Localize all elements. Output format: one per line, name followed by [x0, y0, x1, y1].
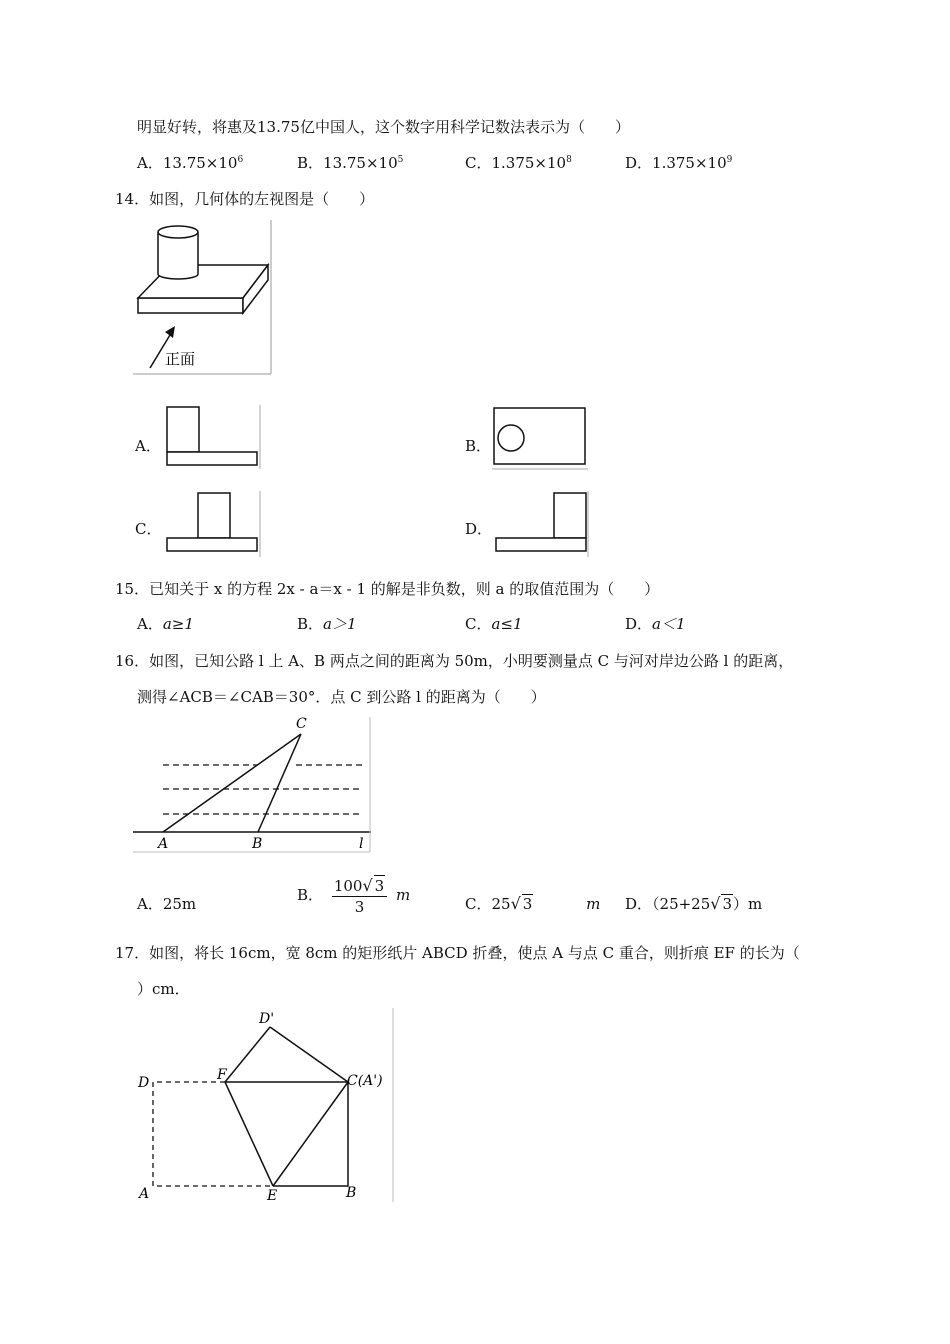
q15-stem: 15．已知关于 x 的方程 2x - a＝x - 1 的解是非负数，则 a 的取值范围为（ ）: [115, 580, 660, 598]
q14-solid-figure: [133, 218, 275, 378]
q16-stem-line1: 16．如图，已知公路 l 上 A、B 两点之间的距离为 50m，小明要测量点 C 与河对岸边公路 l 的距离，: [115, 652, 794, 670]
q16-river-diagram: [133, 712, 375, 857]
circle-shape: [498, 425, 524, 451]
q15-option-c[interactable]: C．a≤1: [465, 615, 523, 633]
point-a-label: A: [139, 1186, 150, 1202]
q16-option-b[interactable]: B． $\frac{100√ 3}{3}$ m: [297, 876, 411, 916]
tall-rect: [198, 493, 230, 538]
q15-option-b[interactable]: B．a＞1: [297, 615, 357, 633]
line-l-label: l: [359, 836, 364, 852]
q14-option-d-label: D．: [465, 520, 493, 538]
q13-option-d[interactable]: D．$1.375\times 10^9$: [625, 154, 733, 172]
point-c-label: C: [296, 716, 307, 732]
segment-fd-prime: [225, 1027, 270, 1082]
crease-ef: [225, 1082, 273, 1186]
q13-option-b[interactable]: B．$13.75\times 10^5$: [297, 154, 404, 172]
q16-option-d[interactable]: D．（25+25√ 3）m: [625, 894, 763, 913]
tall-rect: [167, 407, 199, 452]
point-a-label: A: [158, 836, 169, 852]
q14-stem: 14．如图，几何体的左视图是（ ）: [115, 190, 375, 208]
point-f-label: F: [217, 1067, 227, 1083]
q14-option-c-figure[interactable]: [163, 489, 265, 557]
q13-option-a[interactable]: A．$13.75\times 10^6$: [137, 154, 244, 172]
front-label: 正面: [165, 350, 196, 368]
point-b-label: B: [346, 1185, 357, 1201]
base-rect: [496, 538, 586, 551]
segment-ce: [273, 1082, 348, 1186]
cylinder-top: [158, 226, 198, 238]
q15-option-a[interactable]: A．a≥1: [137, 615, 194, 633]
q13-option-c[interactable]: C．$1.375\times 10^8$: [465, 154, 572, 172]
q14-option-d-figure[interactable]: [492, 489, 592, 557]
base-rect: [167, 452, 257, 465]
fraction: $\frac{100√ 3}{3}$: [332, 875, 387, 917]
q14-option-a-figure[interactable]: [163, 403, 265, 469]
q17-stem-line2: ）cm．: [137, 980, 190, 998]
sqrt-icon: √: [710, 894, 721, 913]
q16-option-a[interactable]: A．25m: [137, 895, 197, 913]
point-d-prime-label: D': [259, 1011, 275, 1027]
point-c-label: C(A'): [347, 1073, 383, 1089]
point-d-label: D: [138, 1075, 150, 1091]
sqrt-icon: √: [362, 876, 373, 895]
q16-option-c[interactable]: C．25√ 3 m: [465, 894, 601, 913]
q17-fold-diagram: [133, 1005, 398, 1205]
sqrt-icon: √: [510, 894, 521, 913]
q15-option-d[interactable]: D．a＜1: [625, 615, 686, 633]
q17-stem-line1: 17．如图，将长 16cm，宽 8cm 的矩形纸片 ABCD 折叠，使点 A 与点 C 重合，则折痕 EF 的长为（: [115, 944, 800, 962]
cylinder-body: [158, 232, 198, 279]
point-e-label: E: [267, 1188, 278, 1204]
slab-front-face: [138, 298, 243, 313]
segment-d-prime-c: [270, 1027, 348, 1082]
point-b-label: B: [252, 836, 263, 852]
q14-option-c-label: C．: [135, 520, 162, 538]
q13-line: 明显好转，将惠及13.75亿中国人，这个数字用科学记数法表示为（ ）: [137, 118, 630, 136]
dashed-original-outline: [153, 1082, 273, 1186]
q14-option-b-label: B．: [465, 437, 492, 455]
base-rect: [167, 538, 257, 551]
q14-option-a-label: A．: [135, 437, 161, 455]
tall-rect: [554, 493, 586, 538]
q14-option-b-figure[interactable]: [490, 403, 590, 471]
q16-stem-line2: 测得∠ACB＝∠CAB＝30°．点 C 到公路 l 的距离为（ ）: [137, 688, 546, 706]
